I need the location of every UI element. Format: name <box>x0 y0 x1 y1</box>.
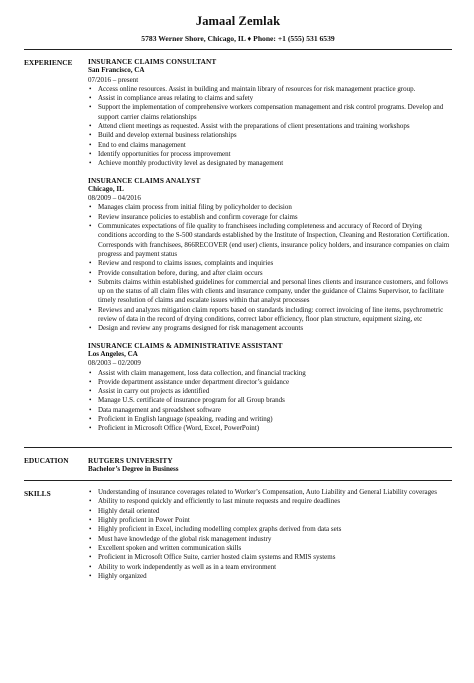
job-entry <box>88 176 452 334</box>
candidate-name: Jamaal Zemlak <box>195 14 281 28</box>
list-item: • Proficient in Microsoft Office Suite, carrier hosted claim systems and RMIS systems <box>88 553 452 562</box>
list-item: • Manages claim process from initial filing by policyholder to decision <box>88 203 452 212</box>
list-item: • Build and develop external business relationships <box>88 131 452 140</box>
list-item: • Proficient in Microsoft Office (Word, Excel, PowerPoint) <box>88 424 452 433</box>
list-item: • Highly organized <box>88 572 452 581</box>
divider <box>24 49 452 50</box>
list-item: • Data management and spreadsheet software <box>88 406 452 415</box>
list-item: • Communicates expectations of file quality to franchisees including completeness and accuracy of Record of Drying conditions according to the S-500 standards established by the Institute of Inspection, Cleaning and Restoration Certification. Corresponds with franchisees, 866RECOVER (end user) clients, insurance policy holders, and insurance companies on claim progress and payment status <box>88 222 452 259</box>
list-item: • Review and respond to claims issues, complaints and inquiries <box>88 259 452 268</box>
list-item: • End to end claims management <box>88 141 452 150</box>
list-item: • Identify opportunities for process improvement <box>88 150 452 159</box>
job-bullets <box>88 203 452 333</box>
section-label-education: EDUCATION <box>24 455 69 465</box>
education-entry <box>88 452 452 475</box>
list-item: • Highly proficient in Excel, including modelling complex graphs derived from data sets <box>88 525 452 534</box>
contact-line: 5783 Werner Shore, Chicago, IL ♦ Phone: +1 (555) 531 6539 <box>141 34 335 43</box>
school-name: RUTGERS UNIVERSITY <box>88 455 173 465</box>
list-item: • Ability to respond quickly and efficiently to last minute requests and require deadlines <box>88 497 452 506</box>
list-item: • Proficient in English language (speaking, reading and writing) <box>88 415 452 424</box>
list-item: • Design and review any programs designed for risk management accounts <box>88 324 452 333</box>
skills-list <box>88 485 452 581</box>
education-section <box>24 452 452 475</box>
list-item: • Must have knowledge of the global risk management industry <box>88 535 452 544</box>
list-item: • Achieve monthly productivity level as designated by management <box>88 159 452 168</box>
list-item: • Assist in compliance areas relating to claims and safety <box>88 94 452 103</box>
job-location: Los Angeles, CA <box>88 349 138 358</box>
list-item: • Submits claims within established guidelines for commercial and personal lines clients and insurance customers, and follows up on the status of all claim files with clients and insurance company, under the guidance of Claims Supervisor, to facilitate timely resolution of claims and escalate issues within that analyst processes <box>88 278 452 306</box>
experience-list <box>88 54 452 441</box>
list-item: • Excellent spoken and written communication skills <box>88 544 452 553</box>
list-item: • Highly detail oriented <box>88 507 452 516</box>
list-item: • Review insurance policies to establish and confirm coverage for claims <box>88 213 452 222</box>
list-item: • Ability to work independently as well as in a team environment <box>88 563 452 572</box>
job-location: San Francisco, CA <box>88 66 145 75</box>
section-label-experience: EXPERIENCE <box>24 58 73 67</box>
list-item: • Understanding of insurance coverages related to Worker’s Compensation, Auto Liability and General Liability coverages <box>88 488 452 497</box>
experience-section <box>24 54 452 441</box>
list-item: • Highly proficient in Power Point <box>88 516 452 525</box>
resume-header <box>24 0 452 43</box>
job-title: INSURANCE CLAIMS CONSULTANT <box>88 57 217 66</box>
section-label-skills: SKILLS <box>24 489 51 499</box>
list-item: • Manage U.S. certificate of insurance program for all Group brands <box>88 396 452 405</box>
divider <box>24 447 452 448</box>
list-item: • Access online resources. Assist in building and maintain library of resources for risk management practice group. <box>88 85 452 94</box>
skill-bullets <box>88 488 452 581</box>
list-item: • Provide department assistance under department director’s guidance <box>88 378 452 387</box>
job-title: INSURANCE CLAIMS ANALYST <box>88 175 201 185</box>
job-bullets <box>88 369 452 434</box>
job-entry <box>88 341 452 434</box>
job-bullets <box>88 85 452 169</box>
job-dates: 08/2003 – 02/2009 <box>88 359 141 368</box>
job-dates: 08/2009 – 04/2016 <box>88 194 141 203</box>
degree-name: Bachelor’s Degree in Business <box>88 464 179 473</box>
job-location: Chicago, IL <box>88 184 124 193</box>
list-item: • Support the implementation of comprehensive workers compensation management and risk control programs. Develop and support carrier claims relationships <box>88 103 452 122</box>
job-title: INSURANCE CLAIMS & ADMINISTRATIVE ASSISTANT <box>88 340 283 350</box>
list-item: • Attend client meetings as requested. Assist with the preparations of client presentations and training workshops <box>88 122 452 131</box>
skills-section <box>24 485 452 581</box>
list-item: • Assist with claim management, loss data collection, and financial tracking <box>88 369 452 378</box>
list-item: • Assist in carry out projects as identified <box>88 387 452 396</box>
divider <box>24 480 452 481</box>
job-entry <box>88 57 452 169</box>
job-dates: 07/2016 – present <box>88 75 139 84</box>
list-item: • Provide consultation before, during, and after claim occurs <box>88 269 452 278</box>
list-item: • Reviews and analyzes mitigation claim reports based on standards including: correct invoicing of line items, psychrometric review of data in the record of drying conditions, correct labor efficiency, floor plan structure, equipment sizing, etc <box>88 306 452 325</box>
